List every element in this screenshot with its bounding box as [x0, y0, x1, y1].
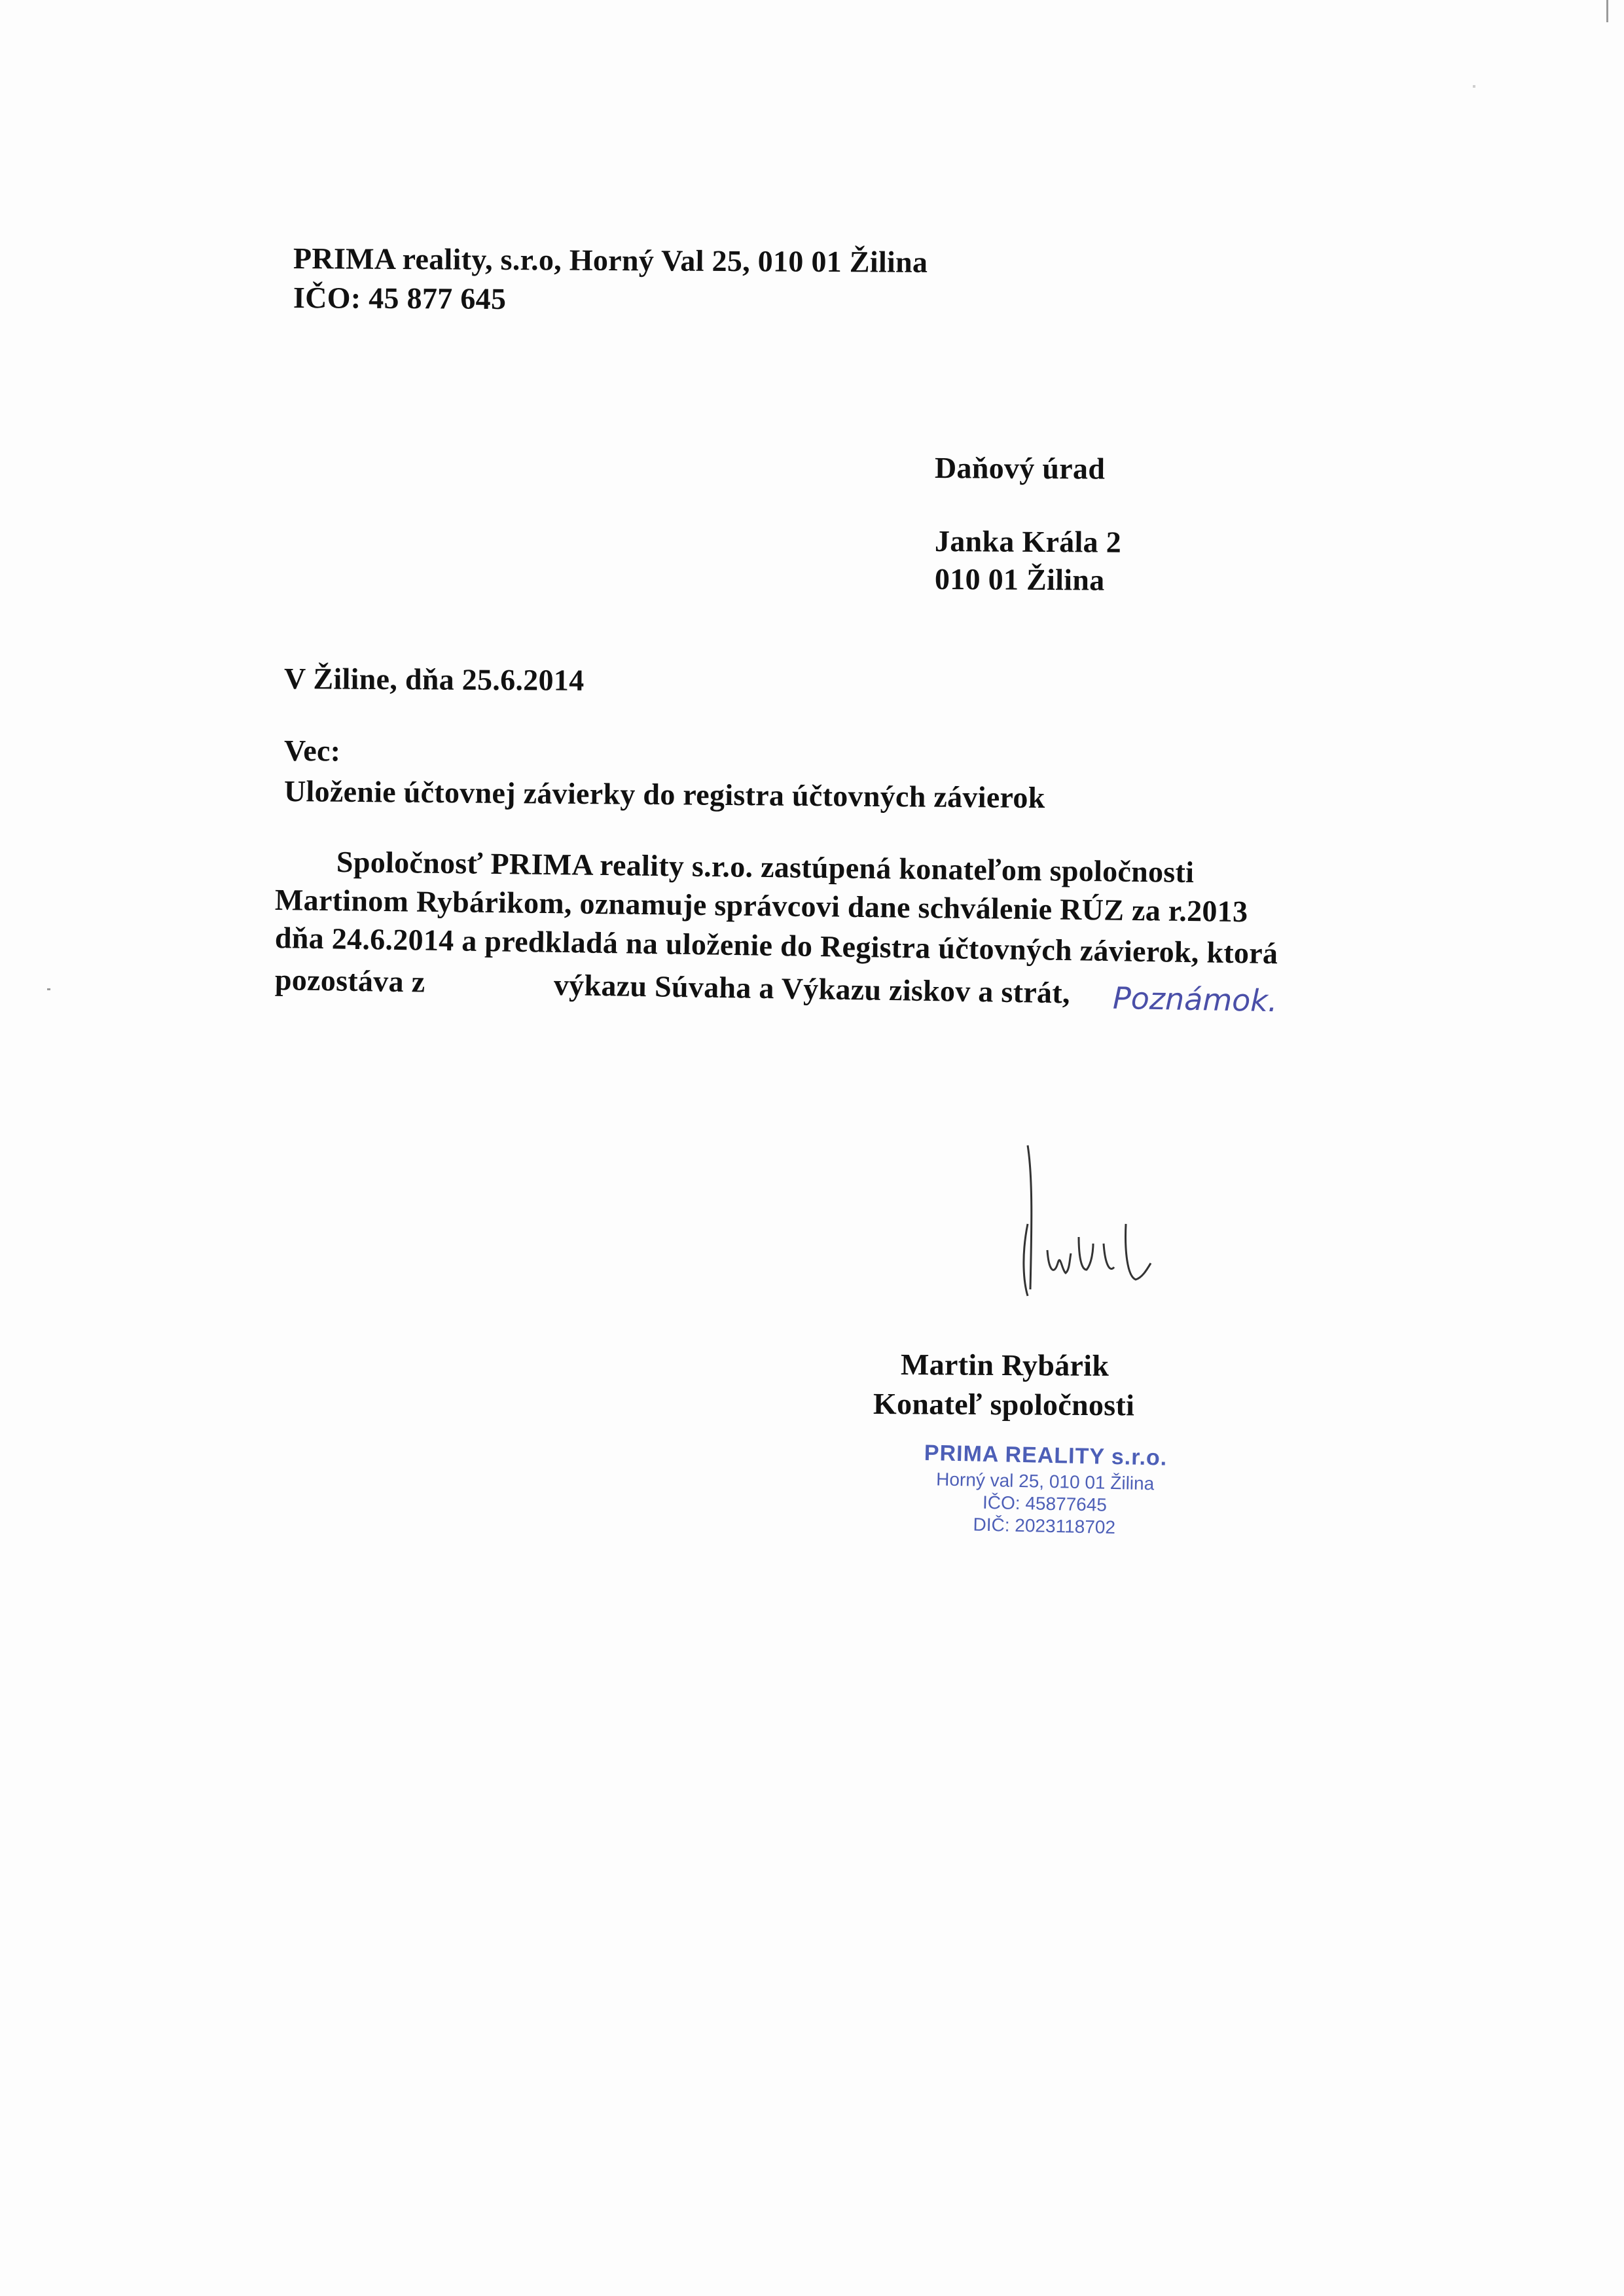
stamp-company: PRIMA REALITY s.r.o.	[924, 1440, 1168, 1471]
scan-dot-mark	[47, 988, 50, 990]
recipient-street: Janka Krála 2	[934, 524, 1122, 559]
signatory-role: Konateľ spoločnosti	[873, 1387, 1135, 1422]
signatory-name: Martin Rybárik	[900, 1348, 1110, 1382]
stamp-dic: DIČ: 2023118702	[973, 1514, 1116, 1538]
body-line-3: dňa 24.6.2014 a predkladá na uloženie do Registra účtovných závierok, ktorá	[274, 921, 1278, 971]
company-stamp	[893, 1440, 1197, 1540]
body-line-1: Spoločnosť PRIMA reality s.r.o. zastúpená konateľom spoločnosti	[336, 845, 1195, 889]
sender-ico: IČO: 45 877 645	[293, 281, 507, 315]
body-line-2: Martinom Rybárikom, oznamuje správcovi dane schválenie RÚZ za r.2013	[274, 883, 1248, 929]
handwritten-addition: Poznámok.	[1112, 980, 1278, 1019]
scan-edge-mark	[1606, 0, 1608, 22]
recipient-office: Daňový úrad	[934, 451, 1106, 486]
stamp-ico: IČO: 45877645	[982, 1492, 1108, 1515]
subject-text: Uloženie účtovnej závierky do registra účtovných závierok	[283, 774, 1045, 815]
recipient-city: 010 01 Žilina	[934, 562, 1105, 597]
date-line: V Žiline, dňa 25.6.2014	[283, 662, 585, 697]
body-line-4a: pozostáva z	[274, 963, 425, 999]
sender-line: PRIMA reality, s.r.o, Horný Val 25, 010 01 Žilina	[293, 242, 928, 279]
subject-label: Vec:	[283, 734, 341, 768]
stamp-address: Horný val 25, 010 01 Žilina	[935, 1469, 1155, 1494]
scan-speck	[1473, 85, 1475, 88]
signature-image	[1001, 1139, 1172, 1302]
body-line-4b: výkazu Súvaha a Výkazu ziskov a strát,	[553, 968, 1071, 1010]
